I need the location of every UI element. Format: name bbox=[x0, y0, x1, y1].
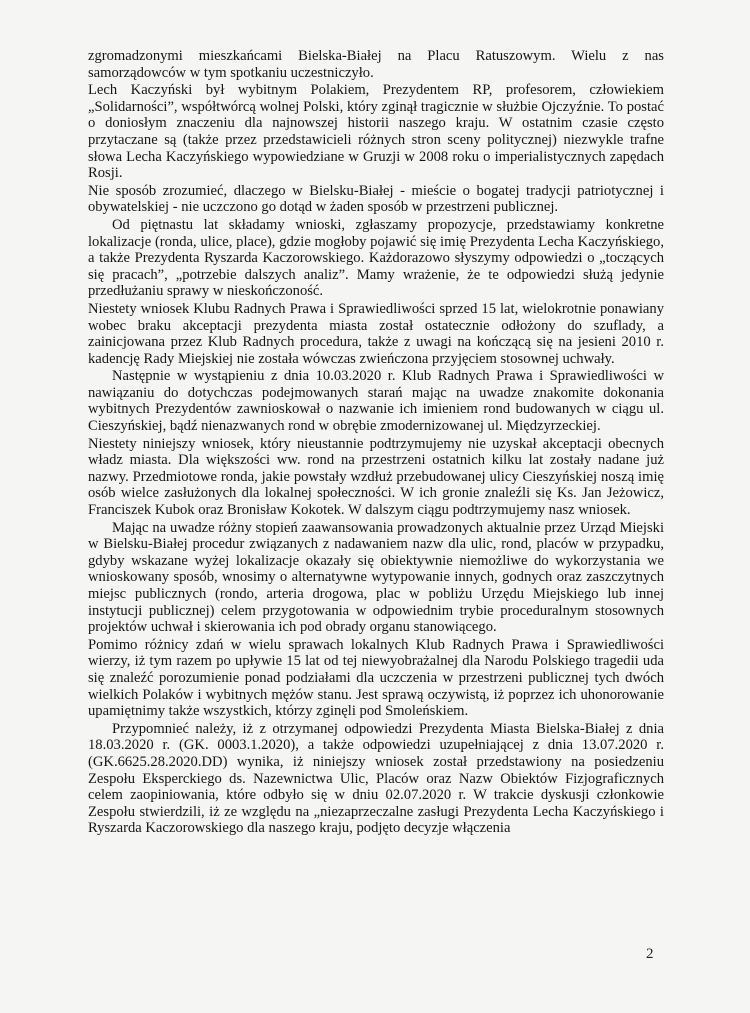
paragraph: Przypomnieć należy, iż z otrzymanej odpowiedzi Prezydenta Miasta Bielska-Białej z dnia 18.03.2020 r. (GK. 0003.1.2020), a także odpowiedzi uzupełniającej z dnia 13.07.2020 r. (GK.6625.28.2020.DD) wynika, iż niniejszy wniosek został przedstawiony na posiedzeniu Zespołu Eksperckiego ds. Nazewnictwa Ulic, Placów oraz Nazw Obiektów Fizjograficznych celem zaopiniowania, które odbyło się w dniu 02.07.2020 r. W trakcie dyskusji członkowie Zespołu stwierdzili, iż ze względu na „niezaprzeczalne zasługi Prezydenta Lecha Kaczyńskiego i Ryszarda Kaczorowskiego dla naszego kraju, podjęto decyzje włączenia bbox=[88, 720, 664, 837]
paragraph: Niestety wniosek Klubu Radnych Prawa i Sprawiedliwości sprzed 15 lat, wielokrotnie ponawiany wobec braku akceptacji prezydenta miasta został ostatecznie odłożony do szuflady, a zainicjowana przez Klub Radnych procedura, także z uwagi na kończącą się na jesieni 2010 r. kadencję Rady Miejskiej nie została wówczas zwieńczona przyjęciem stosownej uchwały. bbox=[88, 300, 664, 367]
paragraph: Pomimo różnicy zdań w wielu sprawach lokalnych Klub Radnych Prawa i Sprawiedliwości wierzy, iż tym razem po upływie 15 lat od tej niewyobrażalnej dla Narodu Polskiego tragedii uda się znaleźć porozumienie ponad podziałami dla uczczenia w przestrzeni publicznej tych dwóch wielkich Polaków i wybitnych mężów stanu. Jest sprawą oczywistą, iż poprzez ich uhonorowanie upamiętnimy także wszystkich, którzy zginęli pod Smoleńskiem. bbox=[88, 636, 664, 720]
paragraph: Niestety niniejszy wniosek, który nieustannie podtrzymujemy nie uzyskał akceptacji obecnych władz miasta. Dla większości ww. rond na przestrzeni ostatnich kilku lat zostały nadane już nazwy. Przedmiotowe ronda, jakie powstały wzdłuż przebudowanej ulicy Cieszyńskiej noszą imię osób wielce zasłużonych dla lokalnej społeczności. W ich gronie znaleźli się Ks. Jan Jeżowicz, Franciszek Kubok oraz Bronisław Kokotek. W dalszym ciągu podtrzymujemy nasz wniosek. bbox=[88, 435, 664, 519]
page-number: 2 bbox=[646, 946, 654, 962]
paragraph: Lech Kaczyński był wybitnym Polakiem, Prezydentem RP, profesorem, człowiekiem „Solidarności”, współtwórcą wolnej Polski, który zginął tragicznie w służbie Ojczyźnie. To postać o doniosłym znaczeniu dla najnowszej historii naszego kraju. W ostatnim czasie często przytaczane są (także przez przedstawicieli różnych stron sceny politycznej) niezwykle trafne słowa Lecha Kaczyńskiego wypowiedziane w Gruzji w 2008 roku o imperialistycznych zapędach Rosji. bbox=[88, 82, 664, 182]
paragraph: Mając na uwadze różny stopień zaawansowania prowadzonych aktualnie przez Urząd Miejski w Bielsku-Białej procedur związanych z nadawaniem nazw dla ulic, rond, placów w przypadku, gdyby wskazane wyżej lokalizacje okazały się obiektywnie niemożliwe do wykorzystania we wnioskowany sposób, wnosimy o alternatywne wytypowanie innych, godnych oraz zaszczytnych miejsc publicznych (rondo, arteria drogowa, plac w pobliżu Urzędu Miejskiego lub innej instytucji publicznej) celem przygotowania w odpowiednim trybie proceduralnym stosownych projektów uchwał i skierowania ich pod obrady organu stanowiącego. bbox=[88, 519, 664, 636]
paragraph: Nie sposób zrozumieć, dlaczego w Bielsku-Białej - mieście o bogatej tradycji patriotycznej i obywatelskiej - nie uczczono go dotąd w żaden sposób w przestrzeni publicznej. bbox=[88, 182, 664, 216]
paragraph: zgromadzonymi mieszkańcami Bielska-Białej na Placu Ratuszowym. Wielu z nas samorządowców w tym spotkaniu uczestniczyło. bbox=[88, 48, 664, 81]
document-body bbox=[88, 48, 664, 838]
paragraph: Od piętnastu lat składamy wnioski, zgłaszamy propozycje, przedstawiamy konkretne lokalizacje (ronda, ulice, place), gdzie mogłoby pojawić się imię Prezydenta Lecha Kaczyńskiego, a także Prezydenta Ryszarda Kaczorowskiego. Każdorazowo słyszymy odpowiedzi o „toczących się pracach”, „potrzebie dalszych analiz”. Mamy wrażenie, że te odpowiedzi służą jedynie przedłużaniu sprawy w nieskończoność. bbox=[88, 216, 664, 300]
paragraph: Następnie w wystąpieniu z dnia 10.03.2020 r. Klub Radnych Prawa i Sprawiedliwości w nawiązaniu do dotychczas podejmowanych starań mając na uwadze znakomite dokonania wybitnych Prezydentów zawnioskował o nazwanie ich imieniem rond budowanych w ciągu ul. Cieszyńskiej, bądź nienazwanych rond w obrębie zmodernizowanej ul. Międzyrzeckiej. bbox=[88, 368, 664, 435]
